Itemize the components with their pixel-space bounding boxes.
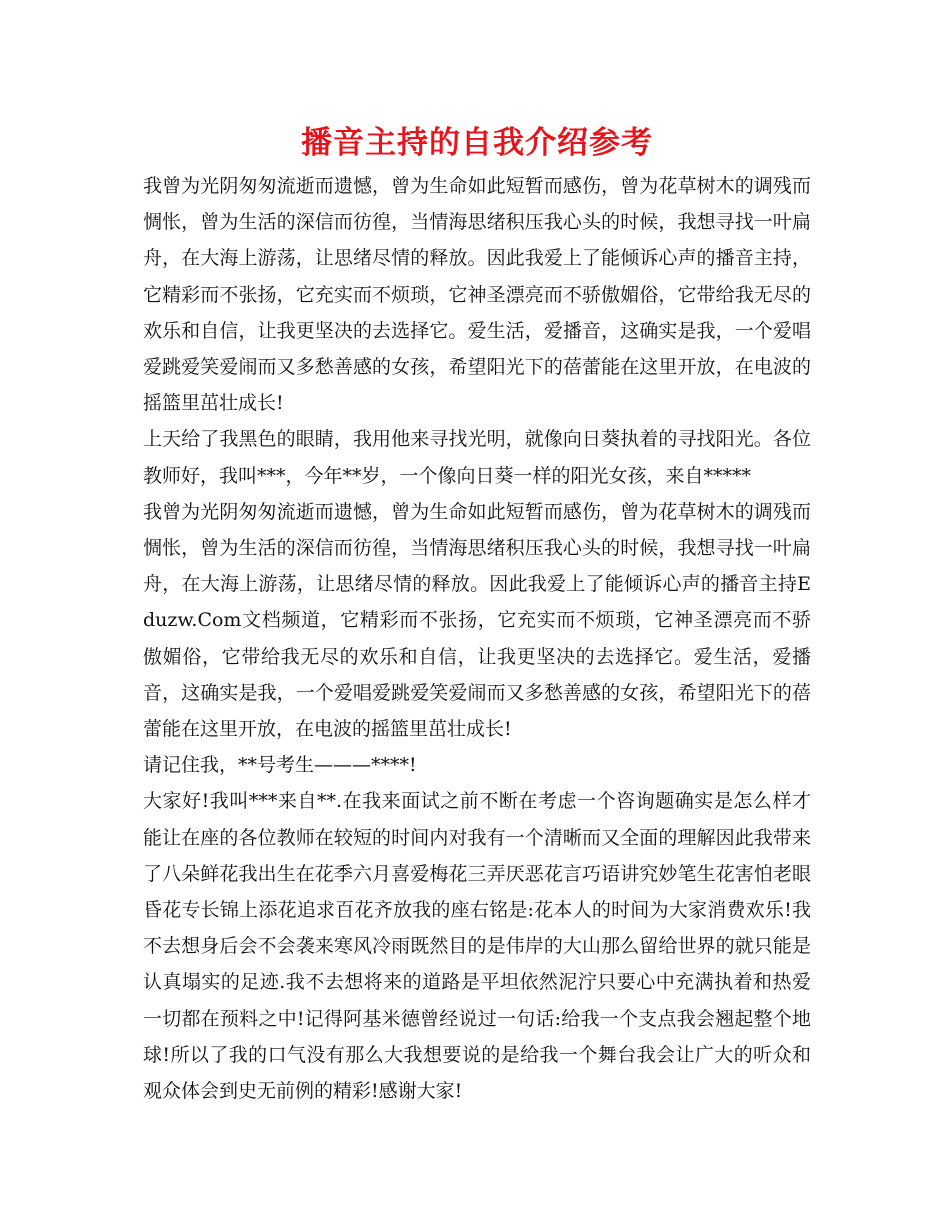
paragraph-5: 大家好!我叫***来自**.在我来面试之前不断在考虑一个咨询题确实是怎么样才能让在座的各位教师在较短的时间内对我有一个清晰而又全面的理解因此我带来了八朵鲜花我出生在花季六月喜爱梅花三弄厌恶花言巧语讲究妙笔生花害怕老眼昏花专长锦上添花追求百花齐放我的座右铭是:花本人的时间为大家消费欢乐!我不去想身后会不会袭来寒风冷雨既然目的是伟岸的大山那么留给世界的就只能是认真塌实的足迹.我不去想将来的道路是平坦依然泥泞只要心中充满执着和热爱一切都在预料之中!记得阿基米德曾经说过一句话:给我一个支点我会翘起整个地球!所以了我的口气没有那么大我想要说的是给我一个舞台我会让广大的听众和观众体会到史无前例的精彩!感谢大家! bbox=[143, 790, 811, 1103]
paragraph-3: 我曾为光阴匆匆流逝而遗憾，曾为生命如此短暂而感伤，曾为花草树木的调残而惆怅，曾为生活的深信而彷徨，当情海思绪积压我心头的时候，我想寻找一叶扁舟，在大海上游荡，让思绪尽情的释放。因此我爱上了能倾诉心声的播音主持Eduzw.Com文档频道，它精彩而不张扬，它充实而不烦琐，它神圣漂亮而不骄傲媚俗，它带给我无尽的欢乐和自信，让我更坚决的去选择它。爱生活，爱播音，这确实是我，一个爱唱爱跳爱笑爱闹而又多愁善感的女孩，希望阳光下的蓓蕾能在这里开放，在电波的摇篮里茁壮成长! bbox=[143, 500, 811, 741]
paragraph-1: 我曾为光阴匆匆流逝而遗憾，曾为生命如此短暂而感伤，曾为花草树木的调残而惆怅，曾为生活的深信而彷徨，当情海思绪积压我心头的时候，我想寻找一叶扁舟，在大海上游荡，让思绪尽情的释放。因此我爱上了能倾诉心声的播音主持，它精彩而不张扬，它充实而不烦琐，它神圣漂亮而不骄傲媚俗，它带给我无尽的欢乐和自信，让我更坚决的去选择它。爱生活，爱播音，这确实是我，一个爱唱爱跳爱笑爱闹而又多愁善感的女孩，希望阳光下的蓓蕾能在这里开放，在电波的摇篮里茁壮成长! bbox=[143, 175, 811, 415]
document-title: 播音主持的自我介绍参考 bbox=[301, 125, 653, 161]
paragraph-4: 请记住我，**号考生———****! bbox=[143, 754, 417, 777]
paragraph-2: 上天给了我黑色的眼睛，我用他来寻找光明，就像向日葵执着的寻找阳光。各位教师好，我叫***，今年**岁，一个像向日葵一样的阳光女孩，来自***** bbox=[143, 428, 811, 487]
document-page bbox=[143, 118, 811, 1109]
